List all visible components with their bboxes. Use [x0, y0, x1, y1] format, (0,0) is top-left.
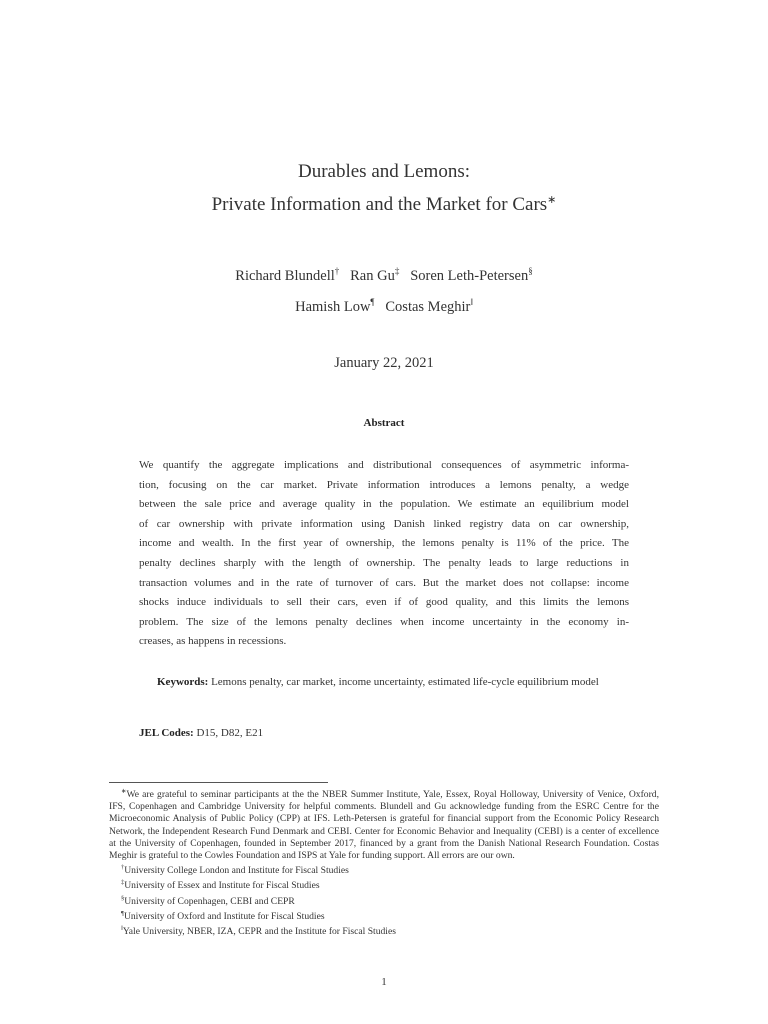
- abstract-line: between the sale price and average quality in the population. We estimate an equilibrium model: [139, 498, 629, 511]
- author-name: Hamish Low: [295, 299, 371, 315]
- footnote-mark: †: [121, 864, 125, 872]
- abstract-heading: Abstract: [363, 417, 405, 429]
- footnote-mark: ‡: [121, 879, 125, 887]
- jel-codes: [139, 727, 629, 739]
- keywords: [139, 673, 629, 693]
- paper-title: [0, 158, 768, 219]
- author-mark: ‡: [394, 266, 400, 276]
- abstract-line: creases, as happens in recessions.: [139, 635, 287, 648]
- author-mark: §: [528, 266, 533, 276]
- abstract-line: income and wealth. In the first year of ownership, the lemons penalty is 11% of the price. The: [139, 537, 629, 550]
- abstract-line: tion, focusing on the car market. Private information introduces a lemons penalty, a wedge: [139, 478, 629, 491]
- author-name: Richard Blundell: [235, 268, 335, 284]
- author-name: Ran Gu: [350, 268, 395, 284]
- author-mark: †: [334, 266, 340, 276]
- footnote-rule: [109, 782, 328, 783]
- footnote-affiliation: ‡University of Essex and Institute for Fiscal Studies: [121, 879, 320, 892]
- abstract-line: problem. The size of the lemons penalty declines when income uncertainty in the economy in-: [139, 615, 629, 628]
- page-number: 1: [381, 976, 387, 988]
- footnote-mark: ¶: [121, 909, 124, 917]
- abstract-line: penalty declines sharply with the length of ownership. The penalty leads to large reductions in: [139, 556, 629, 569]
- author-mark: ‖: [470, 297, 473, 307]
- footnote-mark: ‖: [121, 925, 123, 933]
- keywords-label: Keywords:: [157, 676, 209, 688]
- footnote-mark: §: [121, 894, 125, 902]
- title-line-2: Private Information and the Market for Cars∗: [211, 194, 557, 215]
- jel-label: JEL Codes:: [139, 727, 194, 739]
- footnote-affiliation: ‖Yale University, NBER, IZA, CEPR and the Institute for Fiscal Studies: [121, 925, 396, 938]
- keywords-text: Lemons penalty, car market, income uncertainty, estimated life-cycle equilibrium model: [211, 676, 599, 688]
- footnote-affiliation: ¶University of Oxford and Institute for Fiscal Studies: [121, 909, 325, 922]
- author-line-2: [0, 289, 768, 320]
- jel-text: D15, D82, E21: [196, 727, 264, 739]
- author-name: Soren Leth-Petersen: [410, 268, 529, 284]
- abstract-line: shocks induce individuals to sell their cars, even if of good quality, and this limits the lemons: [139, 596, 629, 609]
- abstract-line: We quantify the aggregate implications and distributional consequences of asymmetric informa-: [139, 459, 629, 471]
- paper-date: January 22, 2021: [334, 355, 434, 371]
- author-mark: ¶: [370, 297, 375, 307]
- abstract-line: transaction volumes and in the rate of turnover of cars. But the market does not collapse: income: [139, 576, 629, 589]
- author-line-1: [0, 258, 768, 289]
- footnotes: [109, 786, 659, 938]
- abstract-line: of car ownership with private information using Danish linked registry data on car ownership,: [139, 517, 629, 530]
- author-name: Costas Meghir: [385, 299, 471, 315]
- title-footnote-mark: ∗: [547, 194, 557, 206]
- title-line-1: Durables and Lemons:: [297, 161, 470, 182]
- footnote-affiliation: §University of Copenhagen, CEBI and CEPR: [121, 894, 295, 907]
- abstract-text: [139, 456, 629, 652]
- footnote-affiliation: †University College London and Institute for Fiscal Studies: [121, 864, 349, 877]
- author-list: [0, 258, 768, 320]
- footnote-acknowledgements: ∗We are grateful to seminar participants at the the NBER Summer Institute, Yale, Essex, Royal Holloway, University of Venice, Oxford, IFS, Copenhagen and Cambridge University for helpful comments. Blundell and Gu acknowledge funding from the ESRC Centre for the Microeconomic Analysis of Public Policy (CPP) at IFS. Leth-Petersen is grateful for financial support from the Economic Policy Research Network, the Independent Research Fund Denmark and CEBI. Center for Economic Behavior and Inequality (CEBI) is a center of excellence at the University of Copenhagen, founded in September 2017, financed by a grant from the Danish National Research Foundation. Costas Meghir is grateful to the Cowles Foundation and ISPS at Yale for funding support. All errors are our own.: [109, 788, 659, 862]
- footnote-mark: ∗: [121, 788, 127, 795]
